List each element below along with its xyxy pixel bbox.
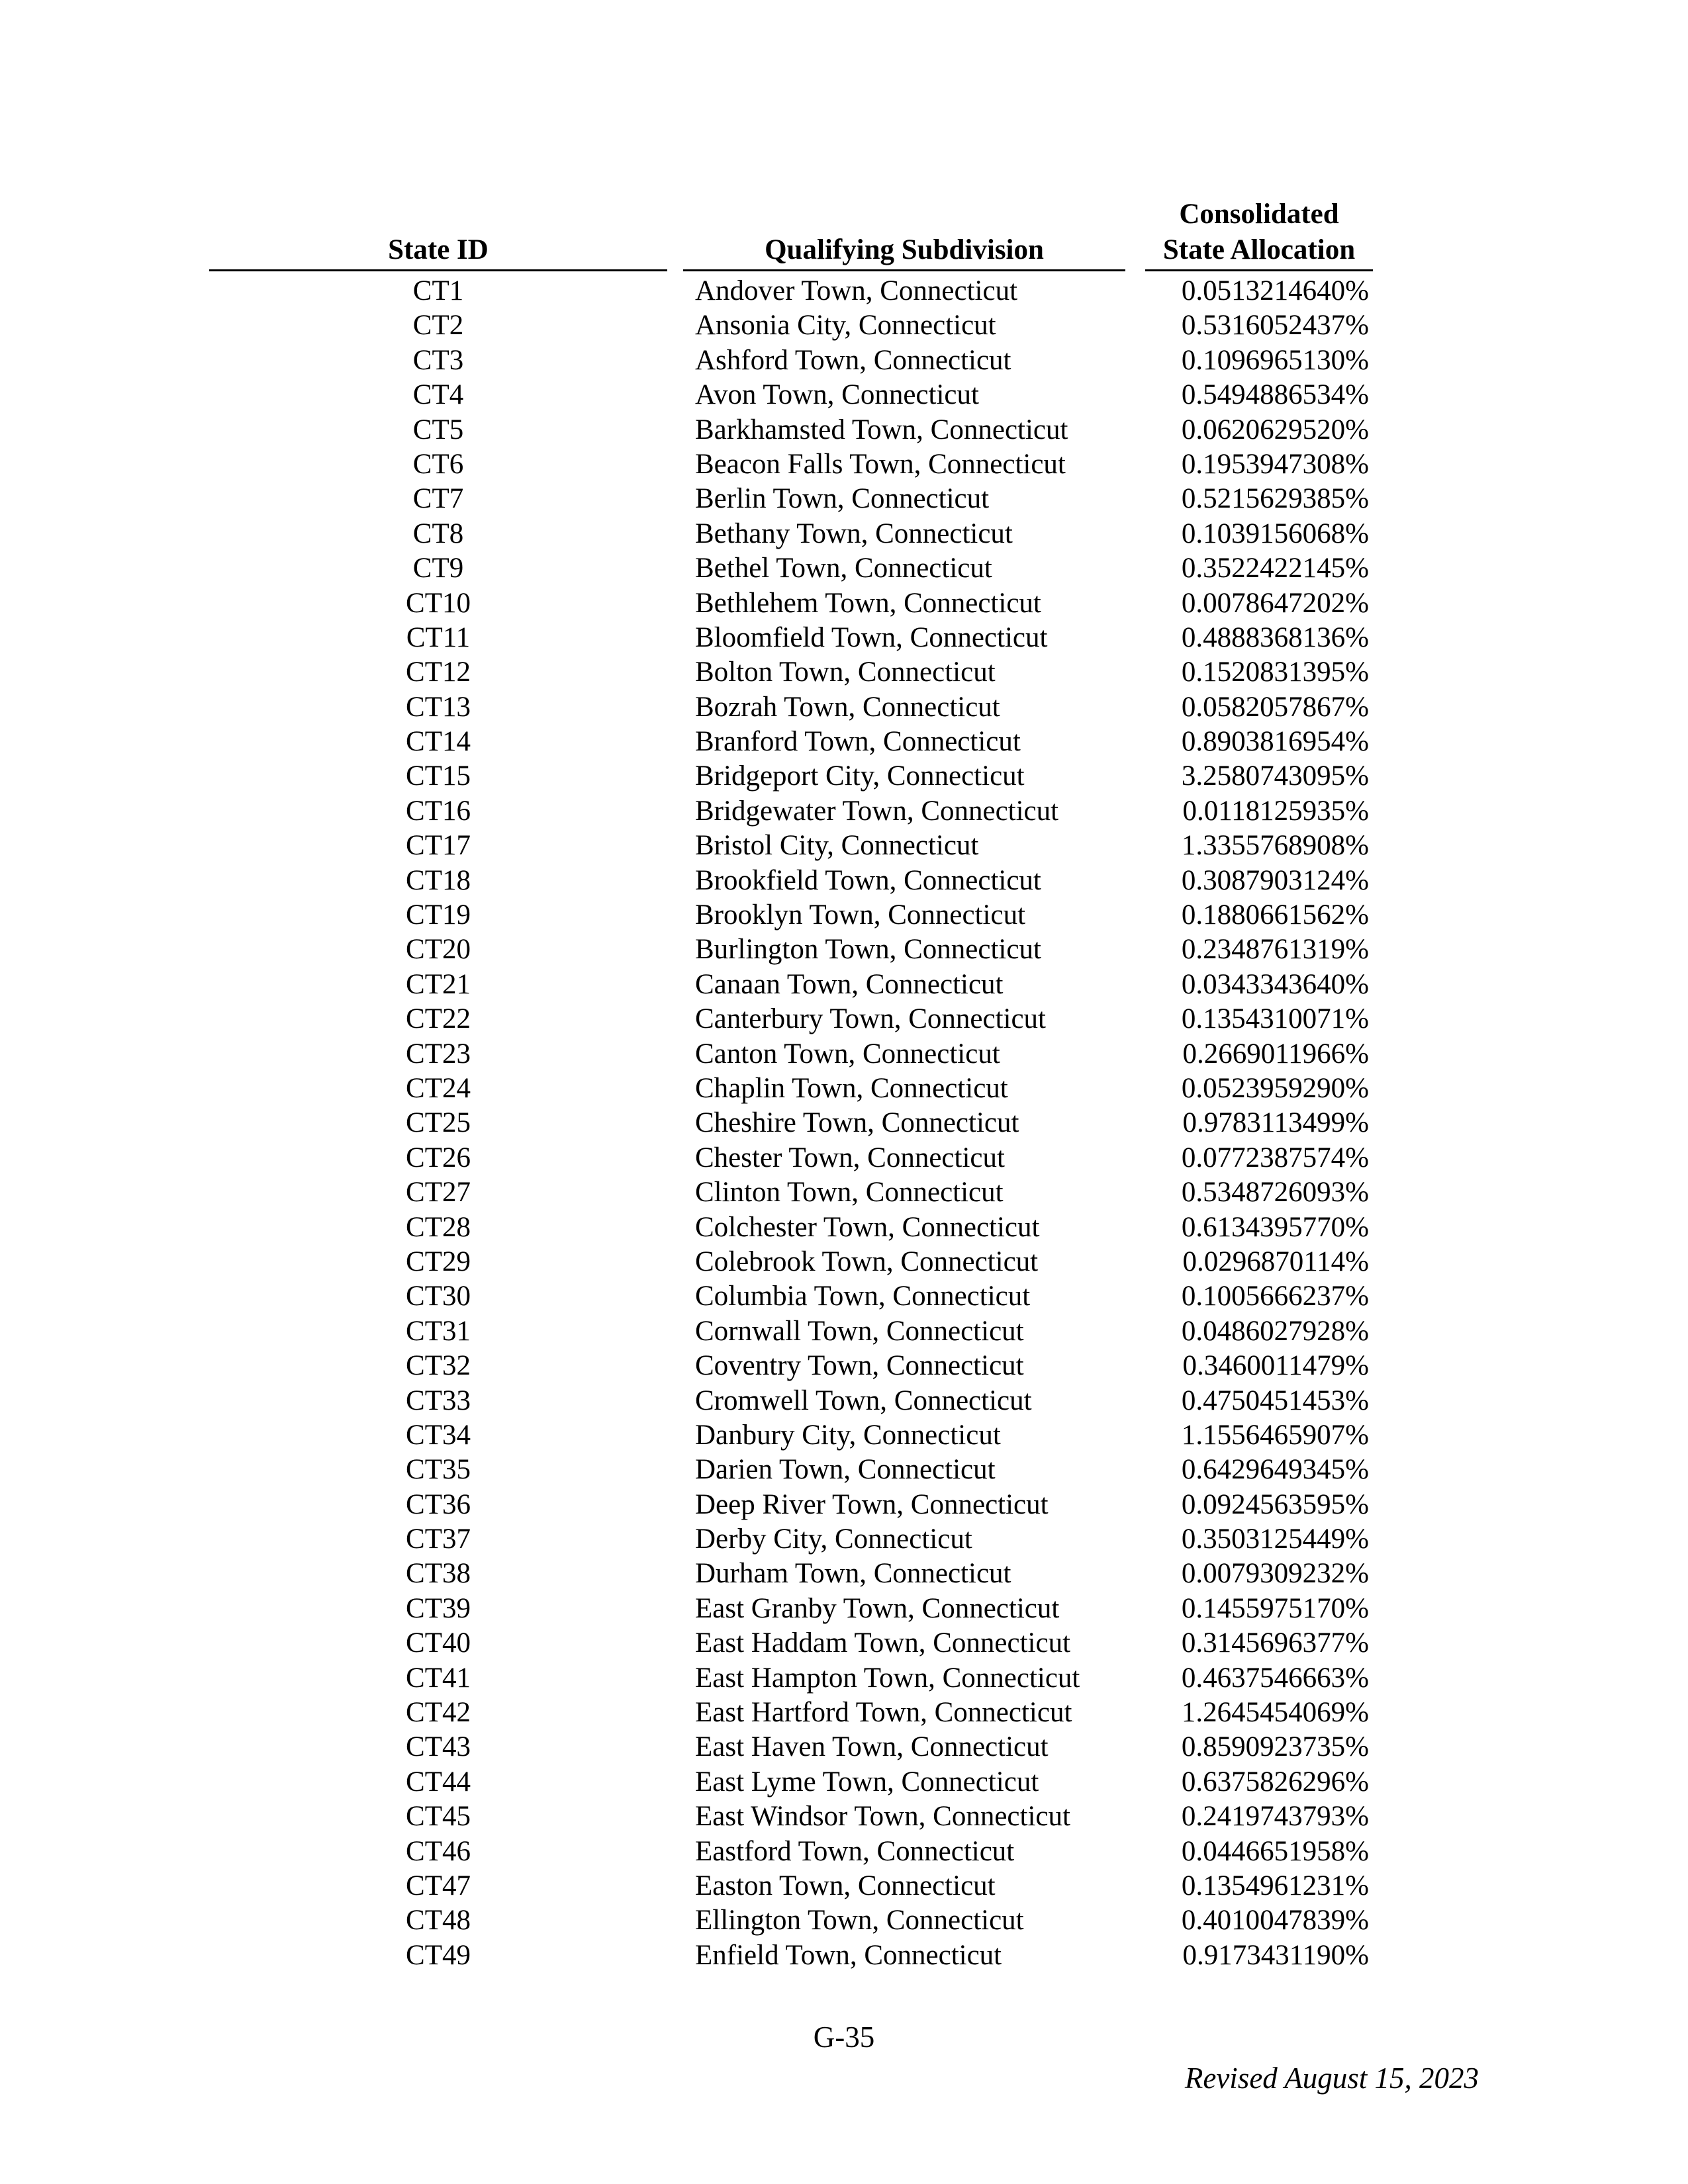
subdivision-cell: Easton Town, Connecticut bbox=[695, 1870, 996, 1901]
subdivision-cell: Bloomfield Town, Connecticut bbox=[695, 621, 1048, 653]
subdivision-cell: Derby City, Connecticut bbox=[695, 1524, 972, 1555]
allocation-cell: 0.0772387574% bbox=[1181, 1142, 1369, 1173]
subdivision-cell: Bethlehem Town, Connecticut bbox=[695, 587, 1041, 619]
state-id-cell: CT9 bbox=[412, 553, 464, 584]
allocation-cell: 0.2419743793% bbox=[1181, 1801, 1369, 1833]
state-id-cell: CT11 bbox=[406, 621, 471, 653]
state-id-cell: CT24 bbox=[406, 1072, 471, 1104]
state-id-cell: CT44 bbox=[406, 1766, 471, 1797]
header-subdivision-label: Qualifying Subdivision bbox=[765, 234, 1044, 265]
table-row bbox=[0, 482, 1688, 516]
table-row bbox=[0, 1488, 1688, 1522]
state-id-cell: CT42 bbox=[406, 1697, 471, 1729]
table-row bbox=[0, 759, 1688, 794]
state-id-cell: CT1 bbox=[412, 275, 464, 306]
subdivision-cell: East Hartford Town, Connecticut bbox=[695, 1697, 1072, 1729]
subdivision-cell: Brooklyn Town, Connecticut bbox=[695, 899, 1026, 931]
table-row bbox=[0, 1938, 1688, 1973]
state-id-cell: CT40 bbox=[406, 1627, 471, 1659]
table-row bbox=[0, 378, 1688, 412]
subdivision-cell: East Haven Town, Connecticut bbox=[695, 1731, 1049, 1763]
table-row bbox=[0, 1557, 1688, 1591]
state-id-cell: CT13 bbox=[406, 691, 471, 723]
state-id-cell: CT16 bbox=[406, 795, 471, 827]
allocation-cell: 0.6429649345% bbox=[1181, 1454, 1369, 1486]
allocation-cell: 0.4637546663% bbox=[1181, 1662, 1369, 1694]
table-row bbox=[0, 1661, 1688, 1696]
table-row bbox=[0, 1418, 1688, 1453]
table-row bbox=[0, 1037, 1688, 1071]
allocation-cell: 3.2580743095% bbox=[1181, 760, 1369, 792]
table-row bbox=[0, 1106, 1688, 1140]
allocation-cell: 0.6134395770% bbox=[1181, 1211, 1369, 1243]
state-id-cell: CT43 bbox=[406, 1731, 471, 1763]
table-row bbox=[0, 1765, 1688, 1799]
state-id-cell: CT17 bbox=[406, 830, 471, 862]
allocation-cell: 0.0523959290% bbox=[1181, 1072, 1369, 1104]
subdivision-cell: Bethel Town, Connecticut bbox=[695, 553, 992, 584]
table-row bbox=[0, 1522, 1688, 1557]
allocation-table-body bbox=[0, 274, 1688, 1973]
state-id-cell: CT49 bbox=[406, 1939, 471, 1971]
state-id-cell: CT27 bbox=[406, 1177, 471, 1208]
allocation-cell: 0.1520831395% bbox=[1181, 657, 1369, 688]
allocation-cell: 1.1556465907% bbox=[1181, 1419, 1369, 1451]
allocation-cell: 0.0513214640% bbox=[1181, 275, 1369, 306]
subdivision-cell: Bozrah Town, Connecticut bbox=[695, 691, 1000, 723]
table-row bbox=[0, 517, 1688, 551]
subdivision-cell: Coventry Town, Connecticut bbox=[695, 1350, 1024, 1382]
state-id-cell: CT35 bbox=[406, 1454, 471, 1486]
table-row bbox=[0, 1175, 1688, 1210]
state-id-cell: CT8 bbox=[412, 518, 464, 549]
state-id-cell: CT48 bbox=[406, 1905, 471, 1936]
allocation-cell: 0.1953947308% bbox=[1181, 448, 1369, 480]
subdivision-cell: Columbia Town, Connecticut bbox=[695, 1281, 1031, 1312]
allocation-cell: 0.0582057867% bbox=[1181, 691, 1369, 723]
allocation-cell: 0.4888368136% bbox=[1181, 621, 1369, 653]
table-row bbox=[0, 864, 1688, 898]
allocation-cell: 0.1096965130% bbox=[1181, 344, 1369, 376]
allocation-cell: 0.9783113499% bbox=[1182, 1107, 1369, 1139]
table-row bbox=[0, 1453, 1688, 1487]
allocation-cell: 0.4010047839% bbox=[1181, 1905, 1369, 1936]
table-row bbox=[0, 308, 1688, 343]
allocation-cell: 0.1039156068% bbox=[1181, 518, 1369, 549]
allocation-cell: 0.3145696377% bbox=[1181, 1627, 1369, 1659]
table-row bbox=[0, 933, 1688, 967]
table-row bbox=[0, 1314, 1688, 1349]
state-id-cell: CT7 bbox=[412, 483, 464, 515]
subdivision-cell: Bethany Town, Connecticut bbox=[695, 518, 1013, 549]
allocation-cell: 0.0486027928% bbox=[1181, 1315, 1369, 1347]
allocation-cell: 0.0296870114% bbox=[1182, 1246, 1369, 1277]
allocation-cell: 0.1354961231% bbox=[1181, 1870, 1369, 1901]
subdivision-cell: Beacon Falls Town, Connecticut bbox=[695, 448, 1066, 480]
allocation-cell: 0.9173431190% bbox=[1182, 1939, 1369, 1971]
table-row bbox=[0, 447, 1688, 482]
table-row bbox=[0, 413, 1688, 447]
table-row bbox=[0, 1730, 1688, 1764]
table-row bbox=[0, 725, 1688, 759]
subdivision-cell: Ashford Town, Connecticut bbox=[695, 344, 1011, 376]
subdivision-cell: Canton Town, Connecticut bbox=[695, 1038, 1000, 1069]
subdivision-cell: Deep River Town, Connecticut bbox=[695, 1488, 1049, 1520]
subdivision-cell: Chester Town, Connecticut bbox=[695, 1142, 1005, 1173]
allocation-cell: 0.0446651958% bbox=[1181, 1835, 1369, 1867]
state-id-cell: CT45 bbox=[406, 1801, 471, 1833]
state-id-cell: CT5 bbox=[412, 414, 464, 445]
allocation-cell: 0.0079309232% bbox=[1181, 1558, 1369, 1590]
subdivision-cell: Brookfield Town, Connecticut bbox=[695, 864, 1041, 896]
table-header bbox=[0, 197, 1688, 271]
table-row bbox=[0, 898, 1688, 933]
state-id-cell: CT10 bbox=[406, 587, 471, 619]
subdivision-cell: East Lyme Town, Connecticut bbox=[695, 1766, 1039, 1797]
table-row bbox=[0, 1592, 1688, 1626]
table-row bbox=[0, 1835, 1688, 1869]
allocation-cell: 0.1005666237% bbox=[1181, 1281, 1369, 1312]
table-row bbox=[0, 1141, 1688, 1175]
state-id-cell: CT47 bbox=[406, 1870, 471, 1901]
subdivision-cell: Colchester Town, Connecticut bbox=[695, 1211, 1040, 1243]
subdivision-cell: Barkhamsted Town, Connecticut bbox=[695, 414, 1068, 445]
subdivision-cell: Clinton Town, Connecticut bbox=[695, 1177, 1004, 1208]
allocation-cell: 0.0620629520% bbox=[1181, 414, 1369, 445]
subdivision-cell: Cheshire Town, Connecticut bbox=[695, 1107, 1019, 1139]
allocation-cell: 0.0343343640% bbox=[1181, 968, 1369, 1000]
table-row bbox=[0, 586, 1688, 621]
subdivision-cell: Canaan Town, Connecticut bbox=[695, 968, 1004, 1000]
allocation-cell: 0.0924563595% bbox=[1181, 1488, 1369, 1520]
allocation-cell: 0.1880661562% bbox=[1181, 899, 1369, 931]
state-id-cell: CT31 bbox=[406, 1315, 471, 1347]
table-row bbox=[0, 1210, 1688, 1245]
state-id-cell: CT3 bbox=[412, 344, 464, 376]
state-id-cell: CT15 bbox=[406, 760, 471, 792]
subdivision-cell: Darien Town, Connecticut bbox=[695, 1454, 996, 1486]
subdivision-cell: Ansonia City, Connecticut bbox=[695, 310, 996, 341]
subdivision-cell: Cornwall Town, Connecticut bbox=[695, 1315, 1024, 1347]
allocation-cell: 0.8903816954% bbox=[1181, 726, 1369, 758]
table-row bbox=[0, 1002, 1688, 1036]
allocation-cell: 0.5215629385% bbox=[1181, 483, 1369, 515]
allocation-cell: 0.1455975170% bbox=[1181, 1592, 1369, 1624]
allocation-cell: 0.3087903124% bbox=[1181, 864, 1369, 896]
state-id-cell: CT30 bbox=[406, 1281, 471, 1312]
table-row bbox=[0, 621, 1688, 655]
table-row bbox=[0, 1245, 1688, 1279]
table-row bbox=[0, 551, 1688, 586]
allocation-cell: 0.2348761319% bbox=[1181, 934, 1369, 966]
state-id-cell: CT46 bbox=[406, 1835, 471, 1867]
state-id-cell: CT6 bbox=[412, 448, 464, 480]
table-row bbox=[0, 1279, 1688, 1314]
table-row bbox=[0, 829, 1688, 863]
table-row bbox=[0, 1696, 1688, 1730]
subdivision-cell: East Haddam Town, Connecticut bbox=[695, 1627, 1071, 1659]
subdivision-cell: Berlin Town, Connecticut bbox=[695, 483, 990, 515]
allocation-cell: 1.2645454069% bbox=[1181, 1697, 1369, 1729]
revised-date: Revised August 15, 2023 bbox=[1184, 2062, 1479, 2095]
state-id-cell: CT12 bbox=[406, 657, 471, 688]
state-id-cell: CT25 bbox=[406, 1107, 471, 1139]
state-id-cell: CT39 bbox=[406, 1592, 471, 1624]
table-row bbox=[0, 1349, 1688, 1383]
allocation-cell: 0.0078647202% bbox=[1181, 587, 1369, 619]
allocation-cell: 0.3503125449% bbox=[1181, 1524, 1369, 1555]
state-id-cell: CT34 bbox=[406, 1419, 471, 1451]
allocation-cell: 0.3522422145% bbox=[1181, 553, 1369, 584]
state-id-cell: CT28 bbox=[406, 1211, 471, 1243]
state-id-cell: CT26 bbox=[406, 1142, 471, 1173]
subdivision-cell: Andover Town, Connecticut bbox=[695, 275, 1018, 306]
allocation-cell: 0.1354310071% bbox=[1181, 1003, 1369, 1035]
state-id-cell: CT33 bbox=[406, 1385, 471, 1416]
state-id-cell: CT19 bbox=[406, 899, 471, 931]
table-row bbox=[0, 1071, 1688, 1106]
subdivision-cell: Branford Town, Connecticut bbox=[695, 726, 1021, 758]
table-row bbox=[0, 794, 1688, 829]
table-row bbox=[0, 1384, 1688, 1418]
state-id-cell: CT32 bbox=[406, 1350, 471, 1382]
header-qualifying-subdivision bbox=[683, 232, 1125, 271]
table-row bbox=[0, 1869, 1688, 1903]
state-id-cell: CT23 bbox=[406, 1038, 471, 1069]
allocation-cell: 0.2669011966% bbox=[1182, 1038, 1369, 1069]
allocation-cell: 0.5316052437% bbox=[1181, 310, 1369, 341]
state-id-cell: CT18 bbox=[406, 864, 471, 896]
subdivision-cell: Canterbury Town, Connecticut bbox=[695, 1003, 1047, 1035]
allocation-cell: 0.3460011479% bbox=[1182, 1350, 1369, 1382]
state-id-cell: CT20 bbox=[406, 934, 471, 966]
header-consolidated-state-allocation bbox=[1145, 197, 1373, 271]
state-id-cell: CT37 bbox=[406, 1524, 471, 1555]
subdivision-cell: Cromwell Town, Connecticut bbox=[695, 1385, 1032, 1416]
subdivision-cell: Durham Town, Connecticut bbox=[695, 1558, 1011, 1590]
table-row bbox=[0, 968, 1688, 1002]
header-state-id-label: State ID bbox=[388, 234, 489, 265]
header-state-id bbox=[209, 232, 667, 271]
subdivision-cell: Bristol City, Connecticut bbox=[695, 830, 979, 862]
subdivision-cell: Enfield Town, Connecticut bbox=[695, 1939, 1002, 1971]
table-row bbox=[0, 1626, 1688, 1661]
table-row bbox=[0, 274, 1688, 308]
table-row bbox=[0, 690, 1688, 725]
table-row bbox=[0, 1799, 1688, 1834]
subdivision-cell: Bridgewater Town, Connecticut bbox=[695, 795, 1059, 827]
table-row bbox=[0, 343, 1688, 378]
header-allocation-line1: Consolidated bbox=[1179, 199, 1339, 230]
subdivision-cell: Danbury City, Connecticut bbox=[695, 1419, 1001, 1451]
allocation-cell: 0.8590923735% bbox=[1181, 1731, 1369, 1763]
subdivision-cell: Chaplin Town, Connecticut bbox=[695, 1072, 1008, 1104]
allocation-cell: 0.4750451453% bbox=[1181, 1385, 1369, 1416]
state-id-cell: CT21 bbox=[406, 968, 471, 1000]
state-id-cell: CT29 bbox=[406, 1246, 471, 1277]
state-id-cell: CT36 bbox=[406, 1488, 471, 1520]
table-row bbox=[0, 655, 1688, 690]
header-allocation-line2: State Allocation bbox=[1162, 234, 1356, 265]
subdivision-cell: East Granby Town, Connecticut bbox=[695, 1592, 1060, 1624]
page-number: G-35 bbox=[813, 2021, 875, 2054]
allocation-cell: 0.6375826296% bbox=[1181, 1766, 1369, 1797]
allocation-cell: 0.5348726093% bbox=[1181, 1177, 1369, 1208]
subdivision-cell: Colebrook Town, Connecticut bbox=[695, 1246, 1039, 1277]
subdivision-cell: Bolton Town, Connecticut bbox=[695, 657, 996, 688]
subdivision-cell: Ellington Town, Connecticut bbox=[695, 1905, 1024, 1936]
subdivision-cell: Burlington Town, Connecticut bbox=[695, 934, 1041, 966]
table-row bbox=[0, 1903, 1688, 1938]
state-id-cell: CT22 bbox=[406, 1003, 471, 1035]
allocation-cell: 0.0118125935% bbox=[1182, 795, 1369, 827]
state-id-cell: CT38 bbox=[406, 1558, 471, 1590]
state-id-cell: CT4 bbox=[412, 379, 464, 411]
subdivision-cell: Avon Town, Connecticut bbox=[695, 379, 979, 411]
state-id-cell: CT2 bbox=[412, 310, 464, 341]
subdivision-cell: Eastford Town, Connecticut bbox=[695, 1835, 1015, 1867]
state-id-cell: CT14 bbox=[406, 726, 471, 758]
allocation-cell: 0.5494886534% bbox=[1181, 379, 1369, 411]
subdivision-cell: Bridgeport City, Connecticut bbox=[695, 760, 1025, 792]
subdivision-cell: East Windsor Town, Connecticut bbox=[695, 1801, 1070, 1833]
state-id-cell: CT41 bbox=[406, 1662, 471, 1694]
allocation-cell: 1.3355768908% bbox=[1181, 830, 1369, 862]
subdivision-cell: East Hampton Town, Connecticut bbox=[695, 1662, 1080, 1694]
